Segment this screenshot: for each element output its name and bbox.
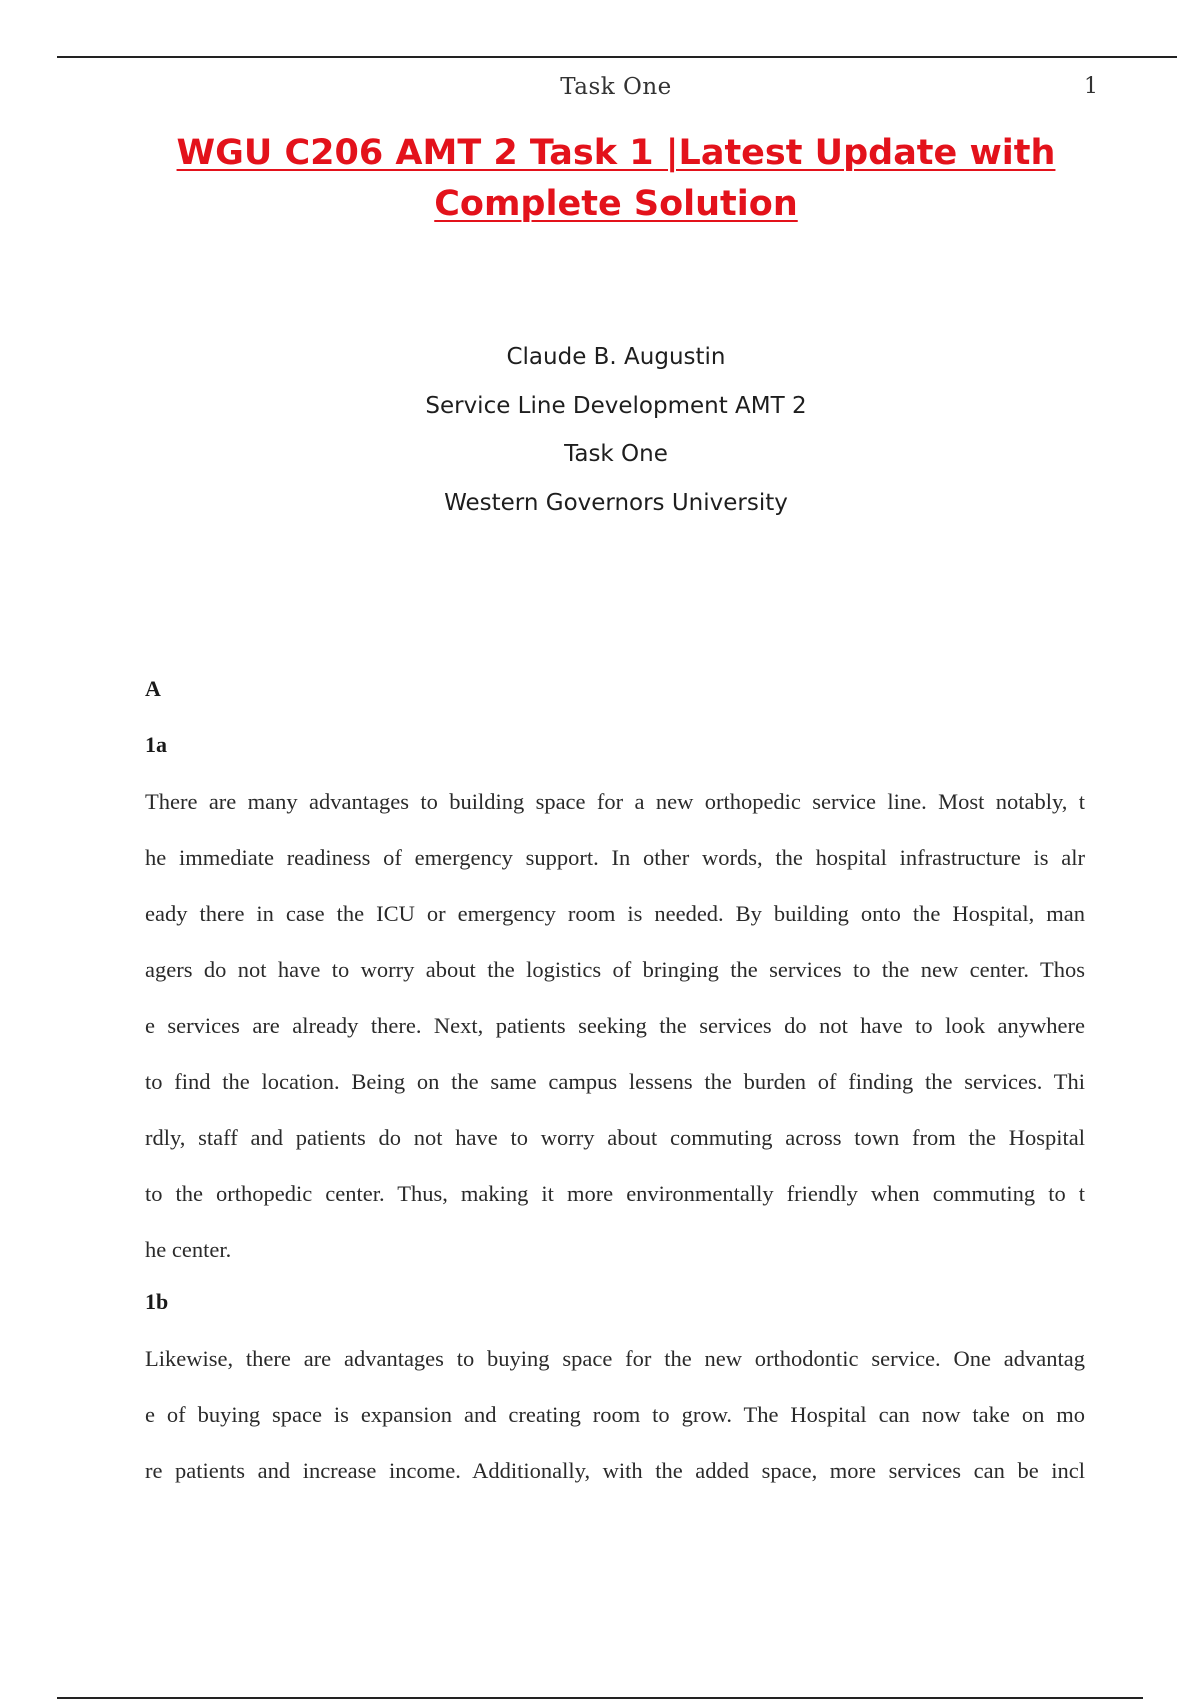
paragraph-line: Likewise, there are advantages to buying space for the new orthodontic service. One advantag: [145, 1346, 1085, 1371]
section-heading-a: A: [145, 676, 161, 701]
paragraph-line: There are many advantages to building space for a new orthopedic service line. Most notably, t: [145, 789, 1085, 814]
paragraph-line: e services are already there. Next, patients seeking the services do not have to look anywhere: [145, 1013, 1085, 1038]
paragraph-1b: [145, 1345, 1085, 1513]
running-head: Task One: [560, 74, 672, 100]
paragraph-line: re patients and increase income. Additionally, with the added space, more services can be incl: [145, 1458, 1085, 1483]
course-name: Service Line Development AMT 2: [425, 392, 807, 419]
paragraph-line: to the orthopedic center. Thus, making it more environmentally friendly when commuting to t: [145, 1181, 1085, 1206]
section-heading-1a: 1a: [145, 732, 167, 757]
task-name: Task One: [564, 441, 668, 467]
paragraph-1a: [145, 788, 1085, 1292]
section-heading-1b: 1b: [145, 1289, 169, 1314]
footer-rule: [57, 1697, 1143, 1699]
paragraph-line: he center.: [145, 1237, 232, 1262]
author-name: Claude B. Augustin: [506, 344, 726, 370]
paragraph-line: eady there in case the ICU or emergency room is needed. By building onto the Hospital, man: [145, 901, 1085, 926]
paragraph-line: to find the location. Being on the same campus lessens the burden of finding the services. Thi: [145, 1069, 1085, 1094]
page-number: 1: [1084, 74, 1098, 99]
paragraph-line: rdly, staff and patients do not have to worry about commuting across town from the Hospital: [145, 1125, 1085, 1150]
title-page-block: [0, 343, 1200, 537]
document-title: [140, 128, 1092, 230]
paragraph-line: e of buying space is expansion and creating room to grow. The Hospital can now take on mo: [145, 1402, 1085, 1427]
paragraph-line: agers do not have to worry about the logistics of bringing the services to the new center. Thos: [145, 957, 1085, 982]
document-title-line-2: Complete Solution: [434, 184, 798, 224]
document-title-line-1: WGU C206 AMT 2 Task 1 |Latest Update with: [176, 133, 1056, 173]
header-rule: [57, 56, 1177, 58]
institution-name: Western Governors University: [444, 489, 788, 516]
paragraph-line: he immediate readiness of emergency support. In other words, the hospital infrastructure is alr: [145, 845, 1085, 870]
